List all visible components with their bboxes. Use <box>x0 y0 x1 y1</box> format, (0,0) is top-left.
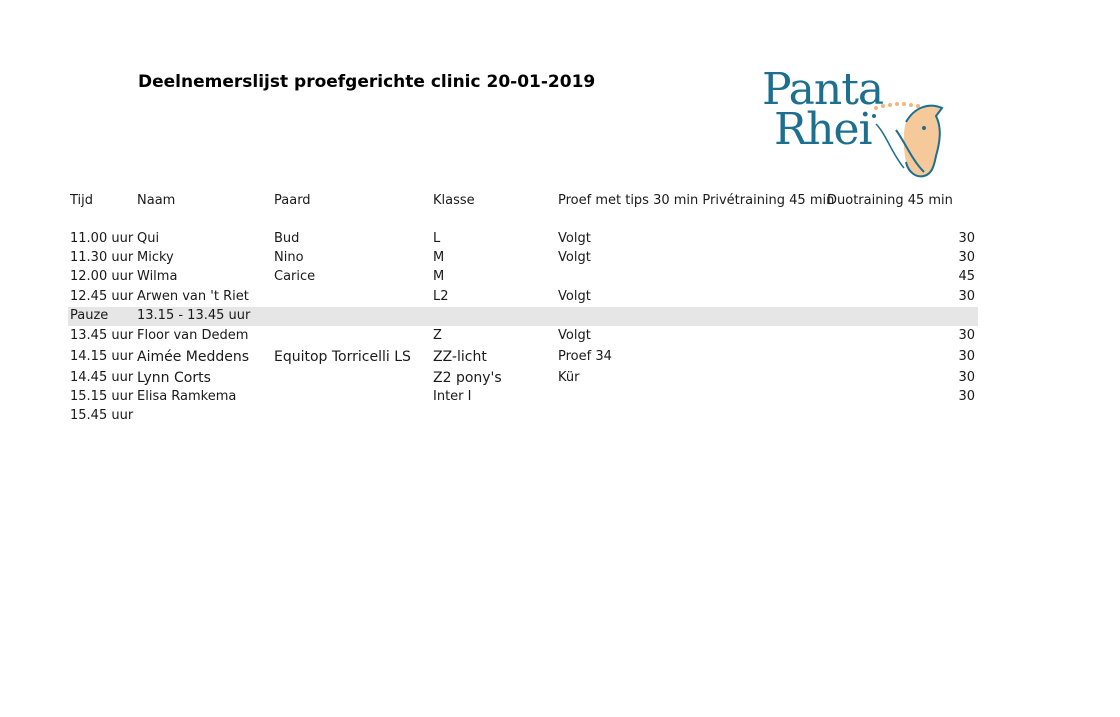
cell-klasse: Z2 pony's <box>433 370 502 386</box>
cell-proef: Proef 34 <box>558 349 612 364</box>
table-row <box>68 388 978 407</box>
cell-naam: Elisa Ramkema <box>137 389 237 404</box>
cell-klasse: Z <box>433 328 442 343</box>
header-tijd: Tijd <box>70 193 94 208</box>
cell-klasse: M <box>433 269 445 284</box>
cell-proef: Kür <box>558 370 580 385</box>
cell-naam: Qui <box>137 231 160 246</box>
cell-paard: Equitop Torricelli LS <box>274 349 411 365</box>
cell-tijd: 14.15 uur <box>70 349 134 364</box>
cell-tijd: 13.45 uur <box>70 328 134 343</box>
pause-row <box>68 307 978 326</box>
cell-paard: Nino <box>274 250 304 265</box>
table-row <box>68 249 978 268</box>
cell-duur: 45 <box>958 269 975 284</box>
cell-naam: Aimée Meddens <box>137 349 250 365</box>
table-row <box>68 369 978 388</box>
table-row <box>68 230 978 249</box>
cell-naam: Arwen van 't Riet <box>137 289 249 304</box>
cell-paard: Bud <box>274 231 300 246</box>
cell-duur: 30 <box>958 250 975 265</box>
table-row <box>68 268 978 287</box>
cell-tijd: 12.45 uur <box>70 289 134 304</box>
logo-word-rhei: Rhei <box>774 104 872 155</box>
cell-naam: 13.15 - 13.45 uur <box>137 308 251 323</box>
cell-naam: Lynn Corts <box>137 370 211 386</box>
cell-naam: Micky <box>137 250 174 265</box>
page-title: Deelnemerslijst proefgerichte clinic 20-01-2019 <box>138 72 596 92</box>
cell-paard: Carice <box>274 269 316 284</box>
cell-tijd: 12.00 uur <box>70 269 134 284</box>
cell-klasse: M <box>433 250 445 265</box>
header-klasse: Klasse <box>433 193 475 208</box>
cell-tijd: 15.15 uur <box>70 389 134 404</box>
cell-duur: 30 <box>958 370 975 385</box>
cell-tijd: 15.45 uur <box>70 408 134 423</box>
cell-tijd: 14.45 uur <box>70 370 134 385</box>
table-row <box>68 407 978 426</box>
cell-proef: Volgt <box>558 328 591 343</box>
cell-naam: Floor van Dedem <box>137 328 249 343</box>
cell-proef: Volgt <box>558 250 591 265</box>
cell-tijd: Pauze <box>70 308 109 323</box>
cell-duur: 30 <box>958 349 975 364</box>
cell-klasse: L2 <box>433 289 449 304</box>
logo-word-panta: Panta <box>762 64 884 115</box>
header-naam: Naam <box>137 193 176 208</box>
cell-proef: Volgt <box>558 289 591 304</box>
cell-duur: 30 <box>958 328 975 343</box>
cell-duur: 30 <box>958 389 975 404</box>
cell-tijd: 11.00 uur <box>70 231 134 246</box>
cell-klasse: L <box>433 231 441 246</box>
cell-tijd: 11.30 uur <box>70 250 134 265</box>
cell-klasse: ZZ-licht <box>433 349 487 365</box>
table-row <box>68 348 978 367</box>
cell-duur: 30 <box>958 289 975 304</box>
panta-rhei-logo <box>756 64 952 180</box>
cell-naam: Wilma <box>137 269 178 284</box>
table-row <box>68 327 978 346</box>
header-paard: Paard <box>274 193 311 208</box>
header-proef: Proef met tips 30 min Privétraining 45 min <box>558 193 835 208</box>
header-duo: Duotraining 45 min <box>827 193 953 208</box>
cell-klasse: Inter I <box>433 389 472 404</box>
table-row <box>68 288 978 307</box>
cell-duur: 30 <box>958 231 975 246</box>
cell-proef: Volgt <box>558 231 591 246</box>
